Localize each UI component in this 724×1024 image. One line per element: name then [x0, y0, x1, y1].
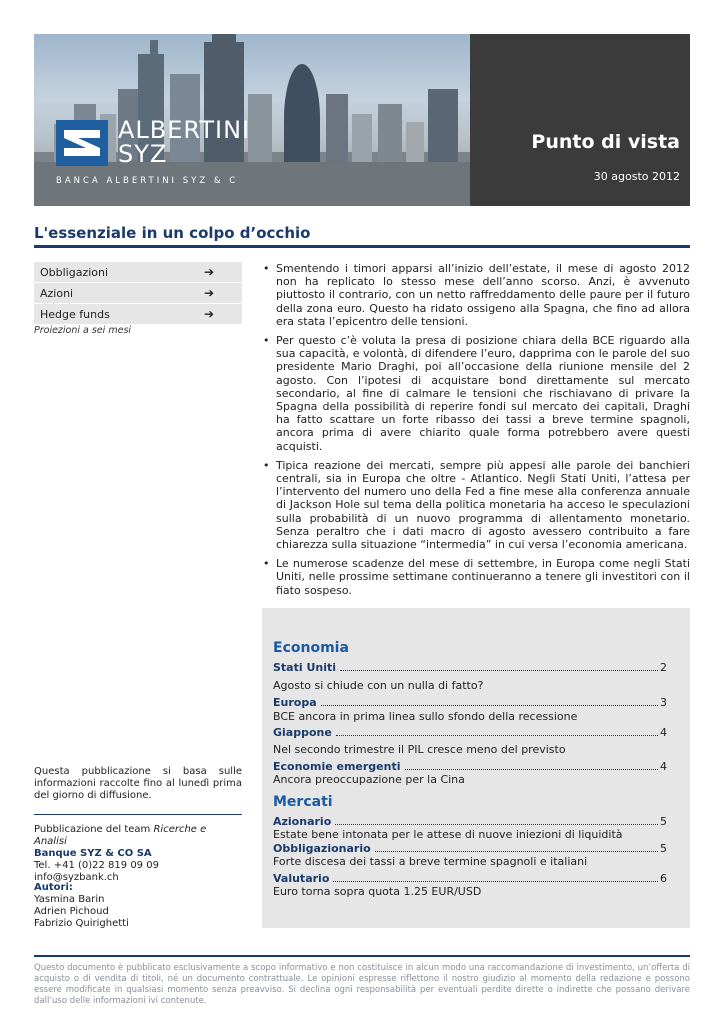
toc-entry[interactable] [273, 815, 667, 828]
projection-label: Obbligazioni [40, 265, 109, 279]
publisher-info [34, 824, 242, 884]
toc-leader [340, 661, 658, 671]
header-banner [34, 34, 690, 206]
authors-block [34, 882, 242, 930]
toc-entry-desc: Nel secondo trimestre il PIL cresce meno del previsto [273, 743, 566, 756]
key-points-list [262, 262, 690, 603]
logo-mark [56, 120, 108, 166]
toc-leader [375, 842, 658, 852]
toc-page-number: 6 [660, 872, 667, 885]
list-item: • Le numerose scadenze del mese di settembre, in Europa come negli Stati Uniti, nelle prossime settimane continueranno a tenere gli investitori con il fiato sospeso. [262, 557, 690, 597]
toc-entry-name: Economie emergenti [273, 760, 401, 773]
toc-entry-desc: Ancora preoccupazione per la Cina [273, 773, 465, 786]
logo-subtitle: BANCA ALBERTINI SYZ & C [56, 176, 239, 186]
toc-entry-desc: BCE ancora in prima linea sullo sfondo della recessione [273, 710, 578, 723]
toc-entry[interactable] [273, 842, 667, 855]
left-divider [34, 814, 242, 815]
toc-entry-name: Giappone [273, 726, 332, 739]
toc-page-number: 4 [660, 726, 667, 739]
toc-entry-name: Stati Uniti [273, 661, 337, 674]
publication-title: Punto di vista [531, 131, 680, 153]
toc-leader [321, 696, 658, 706]
title-panel [470, 34, 690, 206]
toc-leader [333, 872, 658, 882]
toc-entry-desc: Forte discesa dei tassi a breve termine spagnoli e italiani [273, 855, 588, 868]
logo-wordmark [118, 118, 250, 166]
toc-entry-name: Europa [273, 696, 317, 709]
publisher-email[interactable]: info@syzbank.ch [34, 872, 119, 883]
toc-entry[interactable] [273, 696, 667, 709]
toc-page-number: 2 [660, 661, 667, 674]
list-item: • Tipica reazione dei mercati, sempre più appesi alle parole dei banchieri centrali, sia in Europa che oltre - Atlantico. Negli Stati Uniti, l’attesa per l’intervento del numero uno della Fed a fine mese alla conferenza annuale di Jackson Hole sul tema della politica monetaria ha acceso le speculazioni sulla probabilità di un nuovo programma di allentamento monetario. Senza peraltro che i dati macro di agosto avessero contribuito a fare chiarezza sulla situazione “intermedia” in cui versa l’economia americana. [262, 459, 690, 551]
toc-entry-name: Azionario [273, 815, 332, 828]
arrow-right-icon: ➔ [203, 265, 214, 279]
projection-row [34, 262, 242, 283]
toc-section-mercati: Mercati [273, 794, 333, 810]
publisher-team: Ricerche e Analisi [34, 824, 207, 847]
toc-page-number: 5 [660, 842, 667, 855]
toc-leader [336, 726, 658, 736]
logo-icon [56, 120, 108, 166]
arrow-right-icon: ➔ [203, 286, 214, 300]
arrow-right-icon: ➔ [203, 307, 214, 321]
toc-entry[interactable] [273, 661, 667, 674]
list-item: • Smentendo i timori apparsi all’inizio dell’estate, il mese di agosto 2012 non ha replicato lo stesso mese dell’anno scorso. Anzi, è avvenuto piuttosto il contrario, con un netto raffreddamento delle paure per il futuro della zona euro. Questo ha ridato ossigeno alla Spagna, che fino ad allora era stata l’epicentro delle tensioni. [262, 262, 690, 328]
publisher-line [34, 824, 242, 848]
projections-table [34, 262, 242, 325]
toc-entry[interactable] [273, 726, 667, 739]
list-item: • Per questo c’è voluta la presa di posizione chiara della BCE riguardo alla sua capacità, e volontà, di difendere l’euro, dapprima con le parole del suo presidente Mario Draghi, poi all’occasione della riunione mensile del 2 agosto. Con l’ipotesi di acquistare bond direttamente sul mercato secondario, al fine di calmare le tensioni che rischiavano di privare la Spagna della possibilità di reperire fondi sul mercato dei capitali, Draghi ha fatto scattare un forte ribasso dei tassi a breve termine spagnoli, ancora prima di avere chiarito quale forma potrebbero avere questi acquisti. [262, 334, 690, 453]
projection-row [34, 304, 242, 325]
publisher-tel: Tel. +41 (0)22 819 09 09 [34, 860, 159, 871]
toc-section-economia: Economia [273, 640, 349, 656]
toc-leader [335, 815, 658, 825]
footer-rule [34, 955, 690, 957]
authors-label: Autori: [34, 882, 73, 893]
toc-page-number: 5 [660, 815, 667, 828]
heading-rule [34, 245, 690, 248]
toc-entry[interactable] [273, 872, 667, 885]
author-name: Yasmina Barin [34, 894, 105, 905]
publication-date: 30 agosto 2012 [593, 170, 680, 183]
toc-entry-name: Valutario [273, 872, 330, 885]
projections-note: Proiezioni a sei mesi [34, 325, 132, 336]
toc-entry-desc: Estate bene intonata per le attese di nuove iniezioni di liquidità [273, 828, 623, 841]
publication-note: Questa pubblicazione si basa sulle informazioni raccolte fino al lunedì prima del giorno di diffusione. [34, 766, 242, 801]
toc-entry-name: Obbligazionario [273, 842, 371, 855]
toc-leader [405, 760, 658, 770]
toc-page-number: 3 [660, 696, 667, 709]
publisher-prefix: Pubblicazione del team [34, 824, 154, 835]
city-skyline-photo [34, 34, 470, 206]
section-heading: L'essenziale in un colpo d’occhio [34, 224, 311, 242]
author-name: Fabrizio Quirighetti [34, 918, 129, 929]
projection-label: Azioni [40, 286, 74, 300]
toc-entry-desc: Euro torna sopra quota 1.25 EUR/USD [273, 885, 482, 898]
toc-entry-desc: Agosto si chiude con un nulla di fatto? [273, 679, 484, 692]
disclaimer-text: Questo documento è pubblicato esclusivamente a scopo informativo e non costituisce in alcun modo una raccomandazione di investimento, un’offerta di acquisto o di vendita di titoli, né un documento contrattuale. Le opinioni espresse riflettono il nostro giudizio al momento della redazione e possono essere modificate in qualsiasi momento senza preavviso. Si declina ogni responsabilità per eventuali perdite dirette o indirette che possano derivare dall’uso delle informazioni ivi contenute. [34, 963, 690, 1006]
logo-line2: SYZ [118, 140, 168, 168]
toc-page-number: 4 [660, 760, 667, 773]
publisher-company: Banque SYZ & CO SA [34, 848, 152, 859]
table-of-contents [262, 608, 690, 928]
toc-entry[interactable] [273, 760, 667, 773]
author-name: Adrien Pichoud [34, 906, 109, 917]
projection-label: Hedge funds [40, 307, 110, 321]
projection-row [34, 283, 242, 304]
logo-line1: ALBERTINI [118, 116, 251, 144]
